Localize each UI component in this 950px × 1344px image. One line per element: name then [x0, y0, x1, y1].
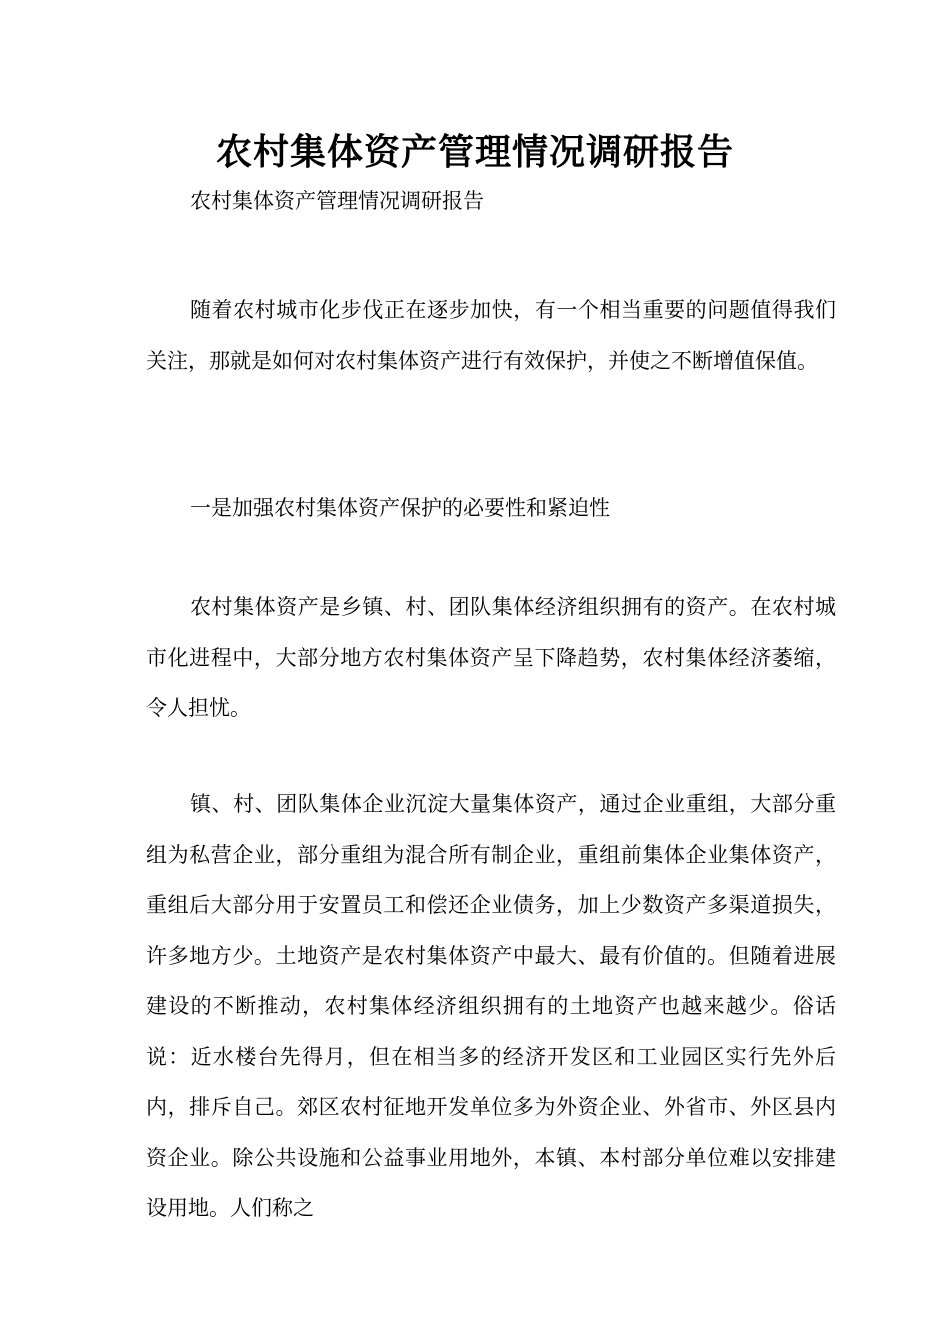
- paragraph-enterprise-land: 镇、村、团队集体企业沉淀大量集体资产，通过企业重组，大部分重组为私营企业，部分重组为混合所有制企业，重组前集体企业集体资产，重组后大部分用于安置员工和偿还企业债务，加上少数资产多渠道损失，许多地方少。土地资产是农村集体资产中最大、最有价值的。但随着进展建设的不断推动，农村集体经济组织拥有的土地资产也越来越少。俗话说：近水楼台先得月，但在相当多的经济开发区和工业园区实行先外后内，排斥自己。郊区农村征地开发单位多为外资企业、外省市、外区县内资企业。除公共设施和公益事业用地外，本镇、本村部分单位难以安排建设用地。人们称之: [146, 792, 836, 1220]
- paragraph-intro: 随着农村城市化步伐正在逐步加快，有一个相当重要的问题值得我们关注，那就是如何对农村集体资产进行有效保护，并使之不断增值保值。: [146, 298, 836, 373]
- paragraph-assets: 农村集体资产是乡镇、村、团队集体经济组织拥有的资产。在农村城市化进程中，大部分地方农村集体资产呈下降趋势，农村集体经济萎缩，令人担忧。: [146, 595, 836, 720]
- document-title: 农村集体资产管理情况调研报告: [215, 131, 734, 173]
- section-heading: 一是加强农村集体资产保护的必要性和紧迫性: [190, 496, 610, 520]
- document-subtitle: 农村集体资产管理情况调研报告: [190, 189, 484, 213]
